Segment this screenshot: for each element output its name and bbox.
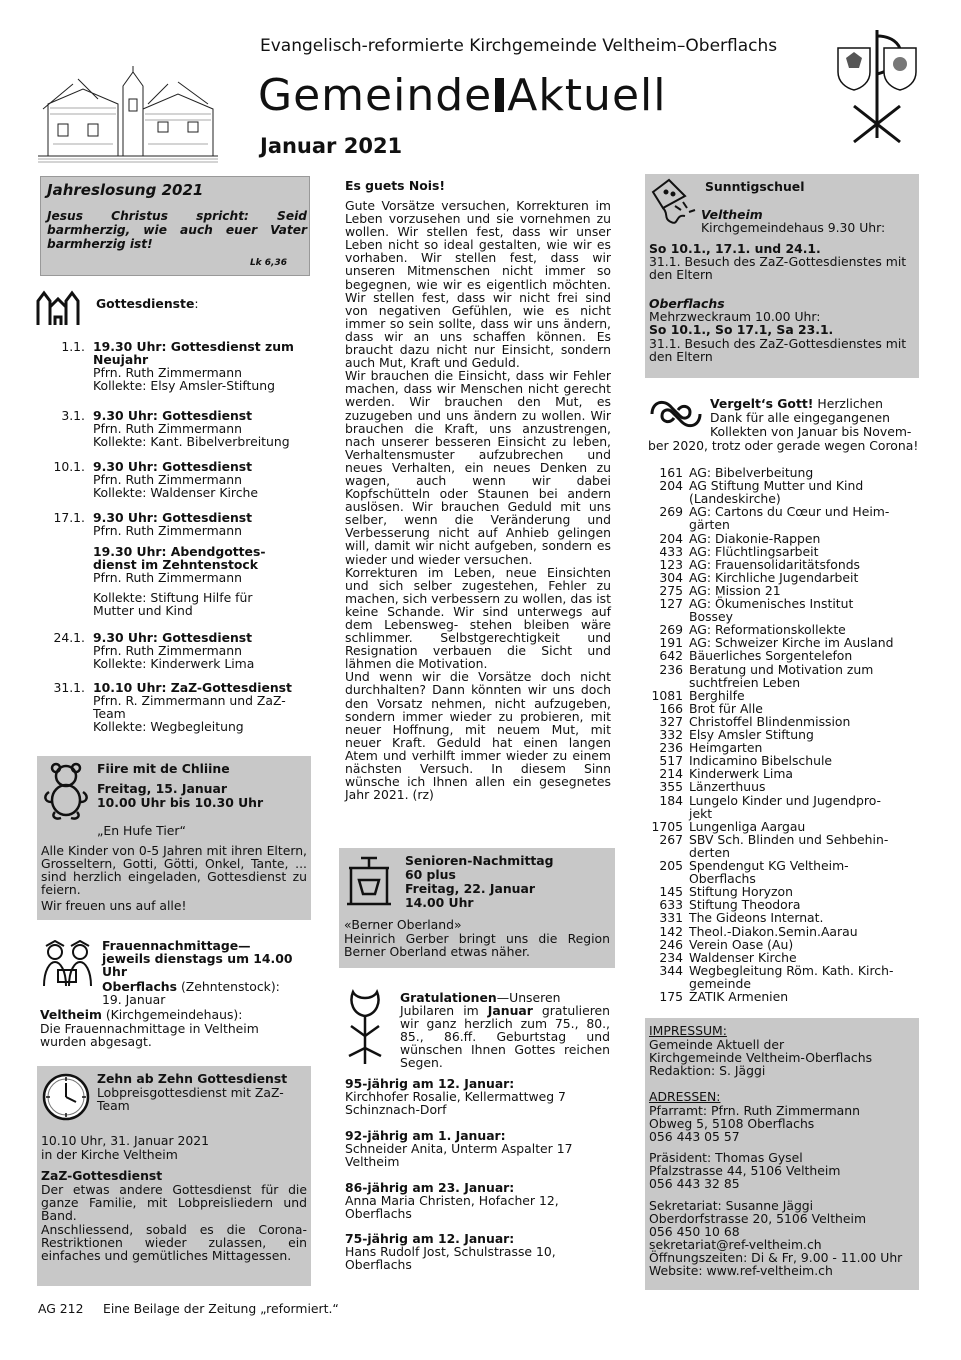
service-kollekte: Kollekte: Waldenser Kirche <box>93 485 258 501</box>
donation-label-line: Brot für Alle <box>689 700 763 716</box>
donation-amount: 161 <box>659 465 683 480</box>
donation-label <box>689 911 914 924</box>
service-details <box>93 460 313 499</box>
donation-label <box>689 951 914 964</box>
service-title-line: 9.30 Uhr: Gottesdienst <box>93 630 253 645</box>
jubilar-heading: 95-jährig am 12. Januar: <box>345 1076 515 1091</box>
church-icon <box>36 287 80 327</box>
donation-label-line: Bossey <box>689 609 733 625</box>
donation-amount: 236 <box>659 740 683 756</box>
donation-label <box>689 649 914 662</box>
gratulation-intro <box>400 991 610 1069</box>
donation-label-line: jekt <box>689 805 713 821</box>
sunntig-oberflachs-dates: So 10.1., So 17.1, Sa 23.1. <box>649 322 834 337</box>
service-date: 3.1. <box>61 408 85 423</box>
donation-amount: 642 <box>659 648 683 664</box>
donation-label-line: AG: Schweizer Kirche im Ausland <box>689 635 894 651</box>
zehn-title: Zehn ab Zehn Gottesdienst <box>97 1071 288 1086</box>
donation-label-line: AG: Frauensolidaritätsfonds <box>689 556 861 572</box>
donation-label <box>689 990 914 1003</box>
publisher-subtitle: Evangelisch-reformierte Kirchgemeinde Veltheim–Oberflachs <box>260 36 778 56</box>
jubilar-name: Anna Maria Christen, Hofacher 12, <box>345 1193 559 1209</box>
donation-label-line: Stiftung Theodora <box>689 897 801 913</box>
service-date: 17.1. <box>53 510 85 525</box>
service-kollekte: Kollekte: Kant. Bibelverbreitung <box>93 434 290 450</box>
zaz-title: ZaZ-Gottesdienst <box>41 1168 163 1183</box>
donation-label-line: Elsy Amsler Stiftung <box>689 727 814 742</box>
sekretariat-name: Sekretariat: Susanne Jäggi <box>649 1198 814 1213</box>
donation-amount: 267 <box>659 831 683 847</box>
donation-amount: 344 <box>659 962 683 978</box>
impressum-title: IMPRESSUM: <box>649 1023 727 1038</box>
donation-label-line: AG: Flüchtlingsarbeit <box>689 543 819 559</box>
adressen-title: ADRESSEN: <box>649 1089 721 1104</box>
donation-label-line: Stiftung Horyzon <box>689 884 793 900</box>
frauen-oberflachs <box>102 980 302 1006</box>
donation-label-line: Lungenliga Aargau <box>689 818 806 834</box>
vergelts-title: Vergelt‘s Gott! <box>710 396 814 411</box>
service-title-line: 19.30 Uhr: Gottesdienst zum <box>93 339 294 354</box>
sunntig-veltheim-dates: So 10.1., 17.1. und 24.1. <box>649 241 821 256</box>
donation-label-line: AG: Diakonie-Rappen <box>689 530 821 546</box>
donation-label-line: Indicamino Bibelschule <box>689 753 833 769</box>
service-details <box>93 681 313 733</box>
donation-amount: 142 <box>659 923 683 939</box>
service-person: Pfrn. Ruth Zimmermann <box>93 643 242 659</box>
senioren-quote: «Berner Oberland» <box>344 917 462 932</box>
donation-label-line: AG: Kirchliche Jugendarbeit <box>689 569 859 585</box>
donation-label <box>689 545 914 558</box>
donation-amount: 1081 <box>651 687 683 703</box>
clock-icon <box>41 1072 91 1122</box>
frauen-oberflachs-text: (Zehntenstock): 19. Januar <box>102 979 280 1008</box>
nois-paragraph: Korrekturen im Leben, neue Einsichten und sich selber zugestehen, Fehler zu machen, sich verbessern zu wollen, das ist keine Schande. Wir sind unterwegs auf dem Lebensweg- stehen bleiben wäre schlimmer. Selbstgerechtigkeit und Resignation verbauen die Sicht und lähmen die Motivation. <box>345 564 611 672</box>
gottesdienste-title: Gottesdienste <box>96 296 195 311</box>
pfarramt-phone: 056 443 05 57 <box>649 1129 740 1144</box>
donation-amount: 175 <box>659 989 683 1004</box>
jubilar-heading: 75-jährig am 12. Januar: <box>345 1231 515 1246</box>
donation-label <box>689 532 914 545</box>
service-person: Pfrn. Ruth Zimmermann <box>93 421 242 437</box>
sunntig-veltheim-note: 31.1. Besuch des ZaZ-Gottesdienstes mit den Eltern <box>649 254 907 283</box>
sunntig-veltheim: Veltheim <box>701 207 763 222</box>
donation-label-line: ZATIK Armenien <box>689 989 789 1004</box>
jahreslosung-ref: Lk 6,36 <box>249 258 287 268</box>
rose-icon <box>343 986 387 1066</box>
sunntig-oberflachs-loc: Mehrzweckraum 10.00 Uhr: <box>649 309 821 324</box>
fiire-title: Fiire mit de Chliine <box>97 761 230 776</box>
gottesdienste-heading <box>96 297 199 310</box>
vergelts-line4: ber 2020, trotz oder gerade wegen Corona! <box>648 438 919 453</box>
donation-label <box>689 794 914 820</box>
donation-label-line: Oberflachs <box>689 871 756 887</box>
donation-label-line: gemeinde <box>689 975 751 991</box>
service-title-line: 19.30 Uhr: Abendgottes- <box>93 544 266 559</box>
jubilar-name: Schneider Anita, Unterm Aspalter 17 <box>345 1141 573 1157</box>
praesident-phone: 056 443 32 85 <box>649 1176 740 1191</box>
zehn-where: in der Kirche Veltheim <box>41 1147 178 1162</box>
service-title-line: 9.30 Uhr: Gottesdienst <box>93 408 253 423</box>
donation-amount: 123 <box>659 556 683 572</box>
donation-label-line: AG Stiftung Mutter und Kind <box>689 478 864 494</box>
zehn-when: 10.10 Uhr, 31. Januar 2021 <box>41 1133 210 1148</box>
senioren-date: Freitag, 22. Januar <box>405 881 535 896</box>
gratulation-t1: —Unseren Jubilaren im <box>400 990 561 1018</box>
table-lamp-icon <box>343 854 395 906</box>
women-reading-icon <box>40 940 96 988</box>
church-drawing-image <box>38 64 218 164</box>
donation-label-line: AG: Cartons du Cœur und Heim- <box>689 504 890 520</box>
donation-amount: 433 <box>659 543 683 559</box>
issue-date: Januar 2021 <box>260 134 403 158</box>
donation-label-line: Heimgarten <box>689 740 763 756</box>
frauen-oberflachs-label: Oberflachs <box>102 979 178 994</box>
service-date: 24.1. <box>53 630 85 645</box>
sekretariat-address: Oberdorfstrasse 20, 5106 Veltheim <box>649 1211 867 1226</box>
service-title-line: 9.30 Uhr: Gottesdienst <box>93 459 253 474</box>
jubilar-heading: 86-jährig am 23. Januar: <box>345 1180 515 1195</box>
donation-amount: 184 <box>659 792 683 808</box>
jubilar-name: Hans Rudolf Jost, Schulstrasse 10, <box>345 1244 556 1260</box>
masthead-part2: Aktuell <box>507 70 667 121</box>
vergelts-text1: Herzlichen <box>813 396 883 411</box>
senioren-title: Senioren-Nachmittag <box>405 853 554 868</box>
teddy-bear-icon <box>41 762 91 820</box>
donation-amount: 246 <box>659 936 683 952</box>
donation-amount: 145 <box>659 884 683 900</box>
zehn-box <box>37 1066 311 1286</box>
donation-label-line: Wegbegleitung Röm. Kath. Kirch- <box>689 962 894 978</box>
sekretariat-hours: Öffnungszeiten: Di & Fr, 9.00 - 11.00 Uhr <box>649 1250 903 1265</box>
service-details <box>93 340 313 392</box>
fiire-date: Freitag, 15. Januar <box>97 781 227 796</box>
impressum-box <box>645 1018 919 1290</box>
donation-label <box>689 505 914 531</box>
zaz-text2: Anschliessend, sobald es die Corona-Restriktionen wieder zulassen, ein einfaches und gemütliches Mittagessen. <box>41 1222 307 1264</box>
nois-title: Es guets Nois! <box>345 178 446 193</box>
service-person: Pfrn. Ruth Zimmermann <box>93 523 242 539</box>
donation-amount: 127 <box>659 596 683 611</box>
donation-amount: 269 <box>659 504 683 520</box>
donation-label <box>689 571 914 584</box>
donation-label <box>689 820 914 833</box>
donation-label-line: Spendengut KG Veltheim- <box>689 858 849 873</box>
donation-amount: 332 <box>659 727 683 742</box>
service-details <box>93 545 313 617</box>
service-kollekte: Kollekte: Elsy Amsler-Stiftung <box>93 378 275 394</box>
masthead-part1: Gemeinde <box>258 70 493 121</box>
service-person: Pfrn. Ruth Zimmermann <box>93 570 242 586</box>
jubilar-entry <box>345 1181 611 1220</box>
gratulation-t3: gratulieren wir ganz herzlich zum 75., 80., 85., 86.ff. Geburtstag und wünschen Ihnen Gottes reichen Segen. <box>400 1003 610 1070</box>
service-details <box>93 511 313 537</box>
donation-amount: 269 <box>659 622 683 638</box>
donation-label <box>689 479 914 505</box>
fiire-time: 10.00 Uhr bis 10.30 Uhr <box>97 795 264 810</box>
service-kollekte: Kollekte: Wegbegleitung <box>93 719 244 735</box>
vergelts-line2: Dank für alle eingegangenen <box>710 410 890 425</box>
donation-amount: 205 <box>659 858 683 873</box>
sekretariat-phone: 056 450 10 68 <box>649 1224 740 1239</box>
fiire-closing: Wir freuen uns auf alle! <box>41 898 187 913</box>
senioren-l2: 60 plus <box>405 867 456 882</box>
donation-label-line: derten <box>689 844 730 860</box>
jubilar-heading: 92-jährig am 1. Januar: <box>345 1128 506 1143</box>
donation-label-line: The Gideons Internat. <box>689 910 824 926</box>
donation-amount: 204 <box>659 478 683 494</box>
donation-amount: 275 <box>659 582 683 598</box>
fiire-motto: „En Hufe Tier“ <box>97 823 186 838</box>
vergelts-line3: Kollekten von Januar bis Novem- <box>710 424 912 439</box>
donation-label-line: SBV Sch. Blinden und Sehbehin- <box>689 831 889 847</box>
jubilar-place: Oberflachs <box>345 1257 412 1273</box>
zehn-sub: Lobpreisgottesdienst mit ZaZ-Team <box>97 1085 284 1114</box>
service-date: 10.1. <box>53 459 85 474</box>
pfarramt-address: Obweg 5, 5108 Oberflachs <box>649 1116 815 1131</box>
donation-label <box>689 702 914 715</box>
service-person: Pfrn. R. Zimmermann und ZaZ-Team <box>93 693 286 722</box>
impressum-l3: Redaktion: S. Jäggi <box>649 1063 766 1078</box>
donation-label <box>689 859 914 885</box>
pfarramt-name: Pfarramt: Pfrn. Ruth Zimmermann <box>649 1103 860 1118</box>
footer-code: AG 212 <box>38 1301 84 1316</box>
masthead-bar <box>495 78 504 112</box>
handshake-icon <box>648 396 704 432</box>
vergelts-line1 <box>710 397 883 410</box>
donation-label <box>689 925 914 938</box>
senioren-time: 14.00 Uhr <box>405 895 474 910</box>
jubilar-entry <box>345 1232 611 1271</box>
donation-label-line: Bäuerliches Sorgentelefon <box>689 648 853 664</box>
donation-label <box>689 780 914 793</box>
jahreslosung-text: Jesus Christus spricht: Seid barmherzig, wie auch euer Vater barmherzig ist! <box>47 209 307 251</box>
senioren-text: Heinrich Gerber bringt uns die Region Berner Oberland etwas näher. <box>344 931 610 960</box>
jubilar-name: Kirchhofer Rosalie, Kellermattweg 7 <box>345 1089 566 1105</box>
jubilar-entry <box>345 1077 611 1116</box>
donation-label-line: Christoffel Blindenmission <box>689 713 851 729</box>
service-person: Pfrn. Ruth Zimmermann <box>93 365 242 381</box>
frauen-note: Die Frauennachmittage in Veltheim wurden abgesagt. <box>40 1021 259 1050</box>
donation-label-line: Länzerthuus <box>689 779 766 795</box>
donation-label-line: gärten <box>689 517 730 533</box>
service-details <box>93 631 313 670</box>
donation-label-line: AG: Ökumenisches Institut <box>689 596 854 611</box>
donation-label-line: Waldenser Kirche <box>689 949 797 965</box>
gratulation-title: Gratulationen <box>400 990 497 1005</box>
frauen-veltheim-label: Veltheim <box>40 1007 102 1022</box>
gottesdienste-colon: : <box>194 296 199 311</box>
donation-amount: 214 <box>659 766 683 782</box>
donation-label-line: Berghilfe <box>689 687 745 703</box>
donation-label-line: AG: Reformationskollekte <box>689 622 846 638</box>
gratulation-month: Januar <box>487 1003 533 1018</box>
footer-text: Eine Beilage der Zeitung „reformiert.“ <box>103 1301 339 1316</box>
donation-label-line: Lungelo Kinder und Jugendpro- <box>689 792 881 808</box>
donation-label <box>689 833 914 859</box>
donation-label <box>689 597 914 623</box>
jubilar-place: Oberflachs <box>345 1206 412 1222</box>
donation-label-line: Theol.-Diakon.Semin.Aarau <box>689 923 858 939</box>
donation-amount: 355 <box>659 779 683 795</box>
service-person: Pfrn. Ruth Zimmermann <box>93 472 242 488</box>
sunntig-oberflachs: Oberflachs <box>649 296 725 311</box>
donation-label-line: AG: Mission 21 <box>689 582 781 598</box>
impressum-l2: Kirchgemeinde Veltheim-Oberflachs <box>649 1050 873 1065</box>
masthead-title <box>258 70 666 122</box>
sekretariat-email-link[interactable]: sekretariat@ref-veltheim.ch <box>649 1237 822 1252</box>
sunntig-title: Sunntigschuel <box>705 179 805 194</box>
donation-amount: 234 <box>659 949 683 965</box>
nois-paragraph: Gute Vorsätze versuchen, Korrekturen im Leben vorzusehen und sie vornehmen zu wollen. Wir stellen fest, dass wir unser Leben nicht so ideal gestalten, wie wir es vorhaben. Wir stellen fest, dass wir unseren Mitmenschen nicht immer so begegnen, wie wir es eigentlich möchten. Wir stellen fest, dass wir nicht frei sind von negativen Gefühlen, wie es nicht immer so sein sollte, dass wir uns ändern, dass wir an uns schaffen können. Es braucht dazu nicht nur Einsicht, sondern auch Mut, Kraft und Geduld. <box>345 198 611 371</box>
website-link[interactable]: Website: www.ref-veltheim.ch <box>649 1263 833 1278</box>
donation-label-line: suchtfreien Leben <box>689 674 801 690</box>
nois-paragraph: Und wenn wir die Vorsätze doch nicht durchhalten? Dann könnten wir uns doch den Vorsatz nehmen, nicht aufzugeben, sondern immer wieder zu probieren, mit neuer Hoffnung, mit neuem Mut, mit neuer Kraft. Geduld hat einen langen Atem und verhilft immer wieder zu einem nächsten Versuch. In diesem Sinn wünsche ich Ihnen allen ein gesegnetes Jahr 2021. (rz) <box>345 669 611 803</box>
donation-label-line: (Landeskirche) <box>689 491 781 507</box>
jubilar-place: Schinznach-Dorf <box>345 1102 447 1118</box>
sunntigschuel-box <box>645 174 919 378</box>
service-date: 31.1. <box>53 680 85 695</box>
donation-amount: 236 <box>659 661 683 677</box>
senioren-box <box>339 848 615 968</box>
donation-label-line: AG: Bibelverbeitung <box>689 465 814 480</box>
service-kollekte: Kollekte: Kinderwerk Lima <box>93 656 255 672</box>
service-title-line: 9.30 Uhr: Gottesdienst <box>93 510 253 525</box>
donation-amount: 166 <box>659 700 683 716</box>
donation-label <box>689 938 914 951</box>
donation-amount: 331 <box>659 910 683 926</box>
praesident-address: Pfalzstrasse 44, 5106 Veltheim <box>649 1163 841 1178</box>
church-coat-of-arms-logo <box>836 26 918 144</box>
zaz-text: Der etwas andere Gottesdienst für die ganze Familie, mit Lobpreisliedern und Band. <box>41 1182 307 1224</box>
service-kollekte: Kollekte: Stiftung Hilfe für Mutter und Kind <box>93 590 253 619</box>
donation-label <box>689 964 914 990</box>
frauen-title: Frauennachmittage— jeweils dienstags um 14.00 Uhr <box>102 938 293 980</box>
donation-amount: 633 <box>659 897 683 913</box>
service-title-line: Neujahr <box>93 352 149 368</box>
frauen-veltheim <box>40 1008 310 1021</box>
donation-amount: 327 <box>659 713 683 729</box>
donation-label <box>689 689 914 702</box>
donation-label-line: Verein Oase (Au) <box>689 936 794 952</box>
donation-amount: 1705 <box>651 818 683 834</box>
donation-label <box>689 558 914 571</box>
sunntig-oberflachs-note: 31.1. Besuch des ZaZ-Gottesdienstes mit den Eltern <box>649 336 907 365</box>
nois-paragraph: Wir brauchen die Einsicht, dass wir Fehler machen, dass wir Menschen nicht gerecht werden. Wir brauchen den Mut, es zuzugeben und uns ändern zu wollen. Wir brauchen die Kraft, uns anzustrengen, nach unserer besseren Einsicht zu leben, Verhaltensmuster aufzubrechen und neues Verhalten, ein neues Denken zu wagen, auch wenn wir dabei Kopfschütteln oder Staunen bei andern auslösen. Wir brauchen Geduld mit uns selber, wenn die Veränderung und Verbesserung nicht auf Anhieb gelingen will, damit wir nicht aufgeben, sondern es wieder und wieder versuchen. <box>345 368 611 567</box>
impressum-l1: Gemeinde Aktuell der <box>649 1037 785 1052</box>
donation-label-line: Kinderwerk Lima <box>689 766 793 782</box>
jubilar-place: Veltheim <box>345 1154 400 1170</box>
donation-amount: 204 <box>659 530 683 546</box>
jubilar-entry <box>345 1129 611 1168</box>
service-details <box>93 409 313 448</box>
donation-amount: 191 <box>659 635 683 651</box>
praesident-name: Präsident: Thomas Gysel <box>649 1150 803 1165</box>
donation-label <box>689 663 914 689</box>
donation-label-line: Beratung und Motivation zum <box>689 661 874 677</box>
donation-amount: 517 <box>659 753 683 769</box>
donation-amount: 304 <box>659 569 683 585</box>
jahreslosung-box <box>40 176 310 276</box>
fiire-text: Alle Kinder von 0-5 Jahren mit ihren Eltern, Grosseltern, Gotti, Götti, Onkel, Tante, ... sind herzlich eingeladen, Gottesdienst zu feiern. <box>41 843 307 898</box>
kite-icon <box>649 178 699 230</box>
jahreslosung-title: Jahreslosung 2021 <box>47 181 204 199</box>
service-date: 1.1. <box>61 339 85 354</box>
fiire-box <box>37 756 311 920</box>
sunntig-veltheim-loc: Kirchgemeindehaus 9.30 Uhr: <box>701 220 886 235</box>
service-title-line: 10.10 Uhr: ZaZ-Gottesdienst <box>93 680 292 695</box>
service-title-line: dienst im Zehntenstock <box>93 557 258 573</box>
frauen-veltheim-text: (Kirchgemeindehaus): <box>105 1007 243 1022</box>
nois-article <box>345 199 611 801</box>
